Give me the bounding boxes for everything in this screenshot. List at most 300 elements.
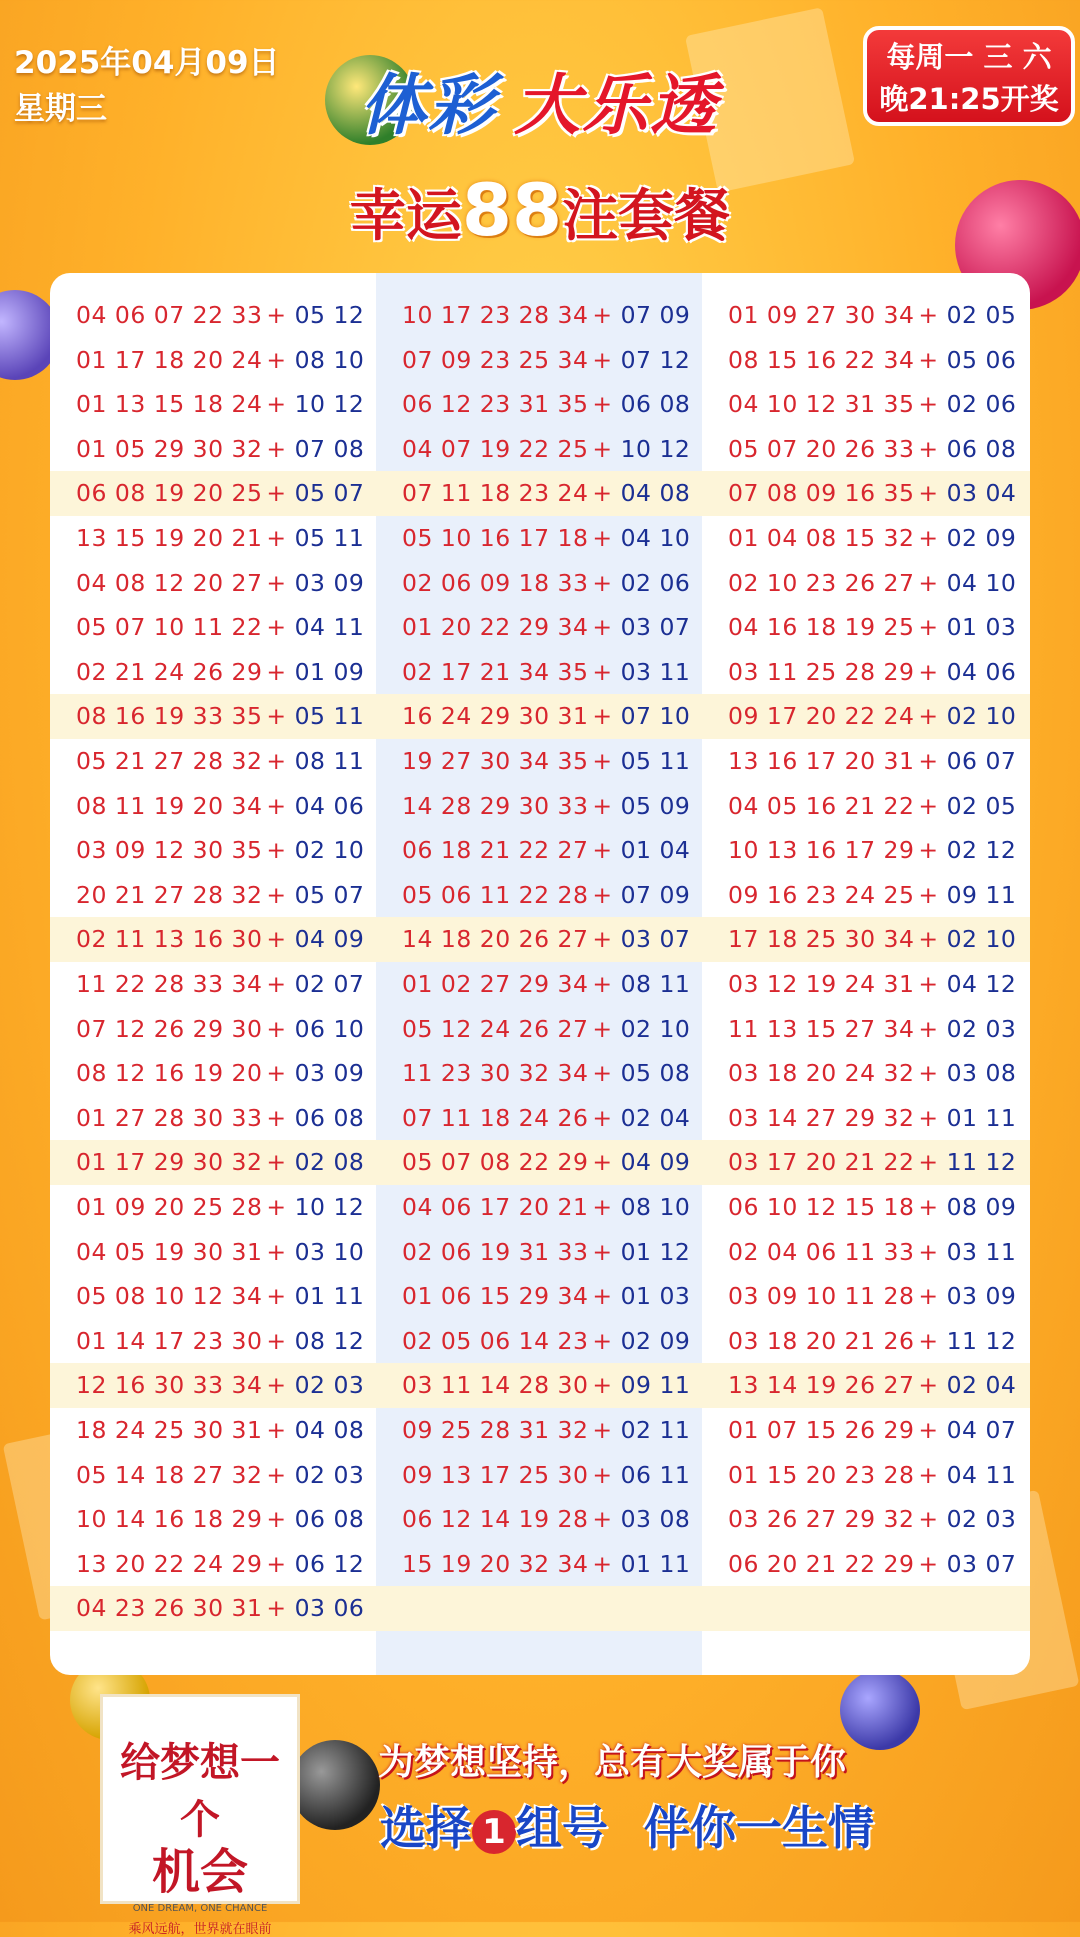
front-numbers: 02 21 24 26 29 [76, 657, 263, 686]
number-row [402, 1327, 690, 1355]
back-numbers: 03 11 [946, 1237, 1017, 1266]
number-row [76, 301, 364, 329]
number-row [76, 1416, 364, 1444]
front-numbers: 01 04 08 15 32 [728, 524, 915, 552]
back-numbers: 02 10 [946, 925, 1017, 954]
number-row [402, 1238, 690, 1266]
back-numbers: 02 06 [946, 390, 1017, 419]
front-numbers: 05 07 10 11 22 [76, 613, 263, 642]
back-numbers: 05 07 [294, 880, 365, 909]
back-numbers: 03 07 [946, 1549, 1017, 1578]
back-numbers: 07 09 [620, 880, 691, 909]
plus-sign: + [592, 1014, 613, 1043]
number-row [402, 1505, 690, 1533]
plus-sign: + [918, 1549, 939, 1578]
dream-logo [100, 1694, 300, 1937]
back-numbers: 11 12 [946, 1326, 1017, 1355]
back-numbers: 07 08 [294, 434, 365, 463]
back-numbers: 02 10 [620, 1014, 691, 1043]
front-numbers: 02 06 09 18 33 [402, 568, 589, 597]
back-numbers: 01 04 [620, 836, 691, 865]
back-numbers: 01 09 [294, 657, 365, 686]
front-numbers: 01 02 27 29 34 [402, 970, 589, 998]
back-numbers: 04 11 [946, 1460, 1017, 1489]
number-row [76, 1461, 364, 1489]
plus-sign: + [592, 880, 613, 909]
plus-sign: + [918, 1326, 939, 1355]
front-numbers: 05 07 20 26 33 [728, 434, 915, 463]
plus-sign: + [592, 1326, 613, 1355]
front-numbers: 18 24 25 30 31 [76, 1416, 263, 1444]
back-numbers: 03 08 [620, 1505, 691, 1534]
slogan-primary: 为梦想坚持，总有大奖属于你 [378, 1742, 847, 1783]
plus-sign: + [266, 1148, 287, 1177]
front-numbers: 03 18 20 21 26 [728, 1326, 915, 1355]
back-numbers: 10 12 [620, 434, 691, 463]
front-numbers: 19 27 30 34 35 [402, 747, 589, 775]
number-row [728, 1550, 1016, 1578]
back-numbers: 03 11 [620, 657, 691, 686]
front-numbers: 06 08 19 20 25 [76, 479, 263, 508]
front-numbers: 06 20 21 22 29 [728, 1549, 915, 1578]
back-numbers: 07 09 [620, 301, 691, 329]
number-row [402, 479, 690, 507]
front-numbers: 01 17 29 30 32 [76, 1148, 263, 1177]
front-numbers: 04 05 19 30 31 [76, 1237, 263, 1266]
plus-sign: + [918, 1505, 939, 1534]
plus-sign: + [918, 1193, 939, 1221]
plus-sign: + [592, 657, 613, 686]
back-numbers: 02 03 [294, 1460, 365, 1489]
number-row [728, 524, 1016, 552]
back-numbers: 05 07 [294, 479, 365, 508]
back-numbers: 06 10 [294, 1014, 365, 1043]
plus-sign: + [266, 1326, 287, 1355]
number-row [402, 925, 690, 953]
back-numbers: 03 09 [294, 568, 365, 597]
number-row [728, 1371, 1016, 1399]
plus-sign: + [266, 925, 287, 954]
number-row [76, 1238, 364, 1266]
number-row [728, 1282, 1016, 1310]
front-numbers: 20 21 27 28 32 [76, 880, 263, 909]
plus-sign: + [592, 479, 613, 508]
plus-sign: + [266, 1549, 287, 1578]
number-row [728, 1238, 1016, 1266]
front-numbers: 11 22 28 33 34 [76, 970, 263, 998]
number-row [402, 792, 690, 820]
lottery-ball-icon [290, 1740, 380, 1830]
back-numbers: 08 11 [294, 747, 365, 775]
number-row [728, 1461, 1016, 1489]
back-numbers: 02 08 [294, 1148, 365, 1177]
number-row [402, 747, 690, 775]
number-row [76, 1015, 364, 1043]
front-numbers: 05 08 10 12 34 [76, 1282, 263, 1311]
plus-sign: + [918, 1059, 939, 1088]
plus-sign: + [918, 1371, 939, 1400]
number-row [402, 881, 690, 909]
front-numbers: 14 28 29 30 33 [402, 791, 589, 820]
back-numbers: 09 11 [946, 880, 1017, 909]
front-numbers: 13 16 17 20 31 [728, 747, 915, 775]
number-row [76, 1104, 364, 1132]
plus-sign: + [592, 1460, 613, 1489]
front-numbers: 01 09 20 25 28 [76, 1193, 263, 1221]
plus-sign: + [592, 925, 613, 954]
plus-sign: + [918, 702, 939, 731]
number-row [402, 1104, 690, 1132]
back-numbers: 02 05 [946, 301, 1017, 329]
front-numbers: 01 06 15 29 34 [402, 1282, 589, 1311]
back-numbers: 05 11 [294, 524, 365, 552]
front-numbers: 05 06 11 22 28 [402, 880, 589, 909]
back-numbers: 02 03 [294, 1371, 365, 1400]
back-numbers: 03 06 [294, 1594, 365, 1623]
plus-sign: + [592, 791, 613, 820]
plus-sign: + [266, 1460, 287, 1489]
back-numbers: 02 07 [294, 970, 365, 998]
front-numbers: 03 12 19 24 31 [728, 970, 915, 998]
back-numbers: 02 09 [946, 524, 1017, 552]
plus-sign: + [592, 1237, 613, 1266]
plus-sign: + [592, 301, 613, 329]
front-numbers: 02 05 06 14 23 [402, 1326, 589, 1355]
number-row [76, 613, 364, 641]
back-numbers: 02 11 [620, 1416, 691, 1444]
front-numbers: 03 26 27 29 32 [728, 1505, 915, 1534]
plus-sign: + [918, 390, 939, 419]
number-row [76, 1193, 364, 1221]
plus-sign: + [266, 880, 287, 909]
back-numbers: 04 10 [946, 568, 1017, 597]
front-numbers: 09 16 23 24 25 [728, 880, 915, 909]
front-numbers: 10 17 23 28 34 [402, 301, 589, 329]
back-numbers: 01 12 [620, 1237, 691, 1266]
back-numbers: 08 10 [294, 345, 365, 374]
front-numbers: 08 11 19 20 34 [76, 791, 263, 820]
plus-sign: + [592, 390, 613, 419]
plus-sign: + [918, 791, 939, 820]
back-numbers: 04 09 [294, 925, 365, 954]
plus-sign: + [918, 657, 939, 686]
back-numbers: 01 11 [620, 1549, 691, 1578]
back-numbers: 02 04 [620, 1103, 691, 1132]
logo-cn: 乘风远航，世界就在眼前 [128, 1922, 272, 1937]
number-row [76, 1371, 364, 1399]
weekday-text: 星期三 [14, 91, 107, 127]
front-numbers: 06 12 14 19 28 [402, 1505, 589, 1534]
back-numbers: 07 10 [620, 702, 691, 731]
back-numbers: 01 03 [620, 1282, 691, 1311]
front-numbers: 07 12 26 29 30 [76, 1014, 263, 1043]
logo-en: ONE DREAM, ONE CHANCE [132, 1903, 268, 1914]
number-row [76, 702, 364, 730]
front-numbers: 05 07 08 22 29 [402, 1148, 589, 1177]
number-row [728, 435, 1016, 463]
number-row [402, 970, 690, 998]
front-numbers: 01 13 15 18 24 [76, 390, 263, 419]
plus-sign: + [592, 1148, 613, 1177]
back-numbers: 06 08 [294, 1505, 365, 1534]
front-numbers: 06 10 12 15 18 [728, 1193, 915, 1221]
back-numbers: 02 04 [946, 1371, 1017, 1400]
front-numbers: 04 08 12 20 27 [76, 568, 263, 597]
back-numbers: 07 12 [620, 345, 691, 374]
number-row [76, 836, 364, 864]
number-row [728, 479, 1016, 507]
number-row [402, 1461, 690, 1489]
back-numbers: 04 11 [294, 613, 365, 642]
plus-sign: + [266, 1014, 287, 1043]
logo-line1: 给梦想一个 [120, 1739, 280, 1843]
plus-sign: + [918, 970, 939, 998]
draw-date [14, 40, 280, 132]
plus-sign: + [592, 568, 613, 597]
back-numbers: 04 07 [946, 1416, 1017, 1444]
plus-sign: + [266, 1282, 287, 1311]
number-row [76, 970, 364, 998]
numbers-panel [50, 273, 1030, 1675]
title-pre: 幸运 [349, 184, 462, 249]
number-row [76, 1327, 364, 1355]
front-numbers: 11 13 15 27 34 [728, 1014, 915, 1043]
back-numbers: 02 03 [946, 1014, 1017, 1043]
number-row [76, 1059, 364, 1087]
back-numbers: 03 10 [294, 1237, 365, 1266]
front-numbers: 14 18 20 26 27 [402, 925, 589, 954]
front-numbers: 04 16 18 19 25 [728, 613, 915, 642]
plus-sign: + [918, 836, 939, 865]
back-numbers: 05 08 [620, 1059, 691, 1088]
plus-sign: + [266, 1103, 287, 1132]
logo-line2: 机会 [151, 1844, 248, 1900]
front-numbers: 03 09 10 11 28 [728, 1282, 915, 1311]
number-row [76, 1148, 364, 1176]
plus-sign: + [266, 970, 287, 998]
plus-sign: + [918, 1014, 939, 1043]
front-numbers: 13 20 22 24 29 [76, 1549, 263, 1578]
plus-sign: + [266, 345, 287, 374]
page-title [0, 168, 1080, 252]
back-numbers: 05 09 [620, 791, 691, 820]
number-row [402, 1371, 690, 1399]
front-numbers: 01 27 28 30 33 [76, 1103, 263, 1132]
back-numbers: 08 12 [294, 1326, 365, 1355]
front-numbers: 02 06 19 31 33 [402, 1237, 589, 1266]
number-row [728, 1148, 1016, 1176]
back-numbers: 02 09 [620, 1326, 691, 1355]
number-row [728, 702, 1016, 730]
number-row [402, 435, 690, 463]
number-row [402, 836, 690, 864]
front-numbers: 03 18 20 24 32 [728, 1059, 915, 1088]
plus-sign: + [592, 1103, 613, 1132]
front-numbers: 05 21 27 28 32 [76, 747, 263, 775]
front-numbers: 03 14 27 29 32 [728, 1103, 915, 1132]
front-numbers: 09 25 28 31 32 [402, 1416, 589, 1444]
plus-sign: + [266, 1237, 287, 1266]
back-numbers: 06 08 [620, 390, 691, 419]
front-numbers: 02 17 21 34 35 [402, 657, 589, 686]
back-numbers: 04 12 [946, 970, 1017, 998]
number-row [728, 1327, 1016, 1355]
plus-sign: + [592, 1549, 613, 1578]
plus-sign: + [266, 1193, 287, 1221]
plus-sign: + [592, 1505, 613, 1534]
plus-sign: + [266, 613, 287, 642]
plus-sign: + [918, 301, 939, 329]
back-numbers: 05 11 [294, 702, 365, 731]
front-numbers: 08 12 16 19 20 [76, 1059, 263, 1088]
plus-sign: + [918, 524, 939, 552]
plus-sign: + [592, 1371, 613, 1400]
schedule-time: 晚21:25开奖 [879, 82, 1059, 116]
number-row [728, 1015, 1016, 1043]
plus-sign: + [266, 702, 287, 731]
front-numbers: 11 23 30 32 34 [402, 1059, 589, 1088]
number-row [76, 346, 364, 374]
number-row [728, 836, 1016, 864]
number-row [402, 1015, 690, 1043]
back-numbers: 08 09 [946, 1193, 1017, 1221]
plus-sign: + [918, 880, 939, 909]
plus-sign: + [592, 1193, 613, 1221]
draw-schedule-badge [863, 26, 1075, 126]
front-numbers: 01 07 15 26 29 [728, 1416, 915, 1444]
back-numbers: 04 09 [620, 1148, 691, 1177]
plus-sign: + [918, 434, 939, 463]
back-numbers: 04 06 [294, 791, 365, 820]
back-numbers: 02 10 [946, 702, 1017, 731]
back-numbers: 02 06 [620, 568, 691, 597]
number-row [76, 792, 364, 820]
plus-sign: + [918, 1148, 939, 1177]
number-row [402, 524, 690, 552]
number-row [402, 613, 690, 641]
front-numbers: 06 18 21 22 27 [402, 836, 589, 865]
schedule-days: 每周一 三 六 [886, 40, 1052, 74]
number-row [76, 1282, 364, 1310]
number-row [402, 569, 690, 597]
number-row [728, 658, 1016, 686]
front-numbers: 02 10 23 26 27 [728, 568, 915, 597]
back-numbers: 04 08 [294, 1416, 365, 1444]
plus-sign: + [918, 1237, 939, 1266]
back-numbers: 02 10 [294, 836, 365, 865]
date-text: 2025年04月09日 [14, 45, 280, 81]
back-numbers: 02 05 [946, 791, 1017, 820]
front-numbers: 12 16 30 33 34 [76, 1371, 263, 1400]
back-numbers: 06 08 [294, 1103, 365, 1132]
plus-sign: + [592, 524, 613, 552]
number-row [728, 1059, 1016, 1087]
number-row [402, 301, 690, 329]
plus-sign: + [266, 390, 287, 419]
back-numbers: 01 11 [294, 1282, 365, 1311]
front-numbers: 07 11 18 23 24 [402, 479, 589, 508]
plus-sign: + [592, 702, 613, 731]
front-numbers: 03 11 25 28 29 [728, 657, 915, 686]
front-numbers: 05 12 24 26 27 [402, 1014, 589, 1043]
back-numbers: 03 08 [946, 1059, 1017, 1088]
number-one-icon: 1 [472, 1810, 516, 1854]
number-row [402, 1059, 690, 1087]
number-row [728, 1104, 1016, 1132]
front-numbers: 04 23 26 30 31 [76, 1594, 263, 1623]
number-row [76, 479, 364, 507]
number-row [402, 1148, 690, 1176]
plus-sign: + [266, 301, 287, 329]
number-row [402, 346, 690, 374]
front-numbers: 16 24 29 30 31 [402, 702, 589, 731]
number-row [76, 1550, 364, 1578]
front-numbers: 01 09 27 30 34 [728, 301, 915, 329]
front-numbers: 03 17 20 21 22 [728, 1148, 915, 1177]
plus-sign: + [266, 747, 287, 775]
front-numbers: 02 04 06 11 33 [728, 1237, 915, 1266]
brand-logo [360, 52, 718, 147]
back-numbers: 04 06 [946, 657, 1017, 686]
plus-sign: + [592, 1059, 613, 1088]
number-row [728, 346, 1016, 374]
plus-sign: + [918, 345, 939, 374]
number-row [76, 1505, 364, 1533]
front-numbers: 05 14 18 27 32 [76, 1460, 263, 1489]
title-post: 注套餐 [562, 184, 731, 249]
plus-sign: + [918, 1103, 939, 1132]
back-numbers: 02 12 [946, 836, 1017, 865]
plus-sign: + [592, 1416, 613, 1444]
number-row [402, 390, 690, 418]
front-numbers: 05 10 16 17 18 [402, 524, 589, 552]
plus-sign: + [918, 479, 939, 508]
back-numbers: 05 12 [294, 301, 365, 329]
front-numbers: 07 08 09 16 35 [728, 479, 915, 508]
front-numbers: 01 17 18 20 24 [76, 345, 263, 374]
front-numbers: 01 15 20 23 28 [728, 1460, 915, 1489]
number-row [728, 925, 1016, 953]
back-numbers: 03 09 [294, 1059, 365, 1088]
number-row [76, 925, 364, 953]
slogan2-post: 组号 [516, 1801, 608, 1855]
slogan2-tail: 伴你一生情 [644, 1801, 874, 1855]
plus-sign: + [266, 791, 287, 820]
number-row [728, 613, 1016, 641]
plus-sign: + [592, 613, 613, 642]
back-numbers: 10 12 [294, 1193, 365, 1221]
front-numbers: 13 15 19 20 21 [76, 524, 263, 552]
back-numbers: 06 08 [946, 434, 1017, 463]
back-numbers: 03 09 [946, 1282, 1017, 1311]
plus-sign: + [918, 925, 939, 954]
plus-sign: + [266, 434, 287, 463]
front-numbers: 01 20 22 29 34 [402, 613, 589, 642]
front-numbers: 09 13 17 25 30 [402, 1460, 589, 1489]
number-row [76, 569, 364, 597]
plus-sign: + [266, 1505, 287, 1534]
front-numbers: 04 06 07 22 33 [76, 301, 263, 329]
plus-sign: + [918, 568, 939, 597]
number-row [76, 1594, 364, 1622]
back-numbers: 03 04 [946, 479, 1017, 508]
number-row [402, 702, 690, 730]
number-row [76, 390, 364, 418]
number-row [76, 658, 364, 686]
number-row [728, 970, 1016, 998]
slogan-secondary [380, 1792, 874, 1858]
number-row [728, 301, 1016, 329]
